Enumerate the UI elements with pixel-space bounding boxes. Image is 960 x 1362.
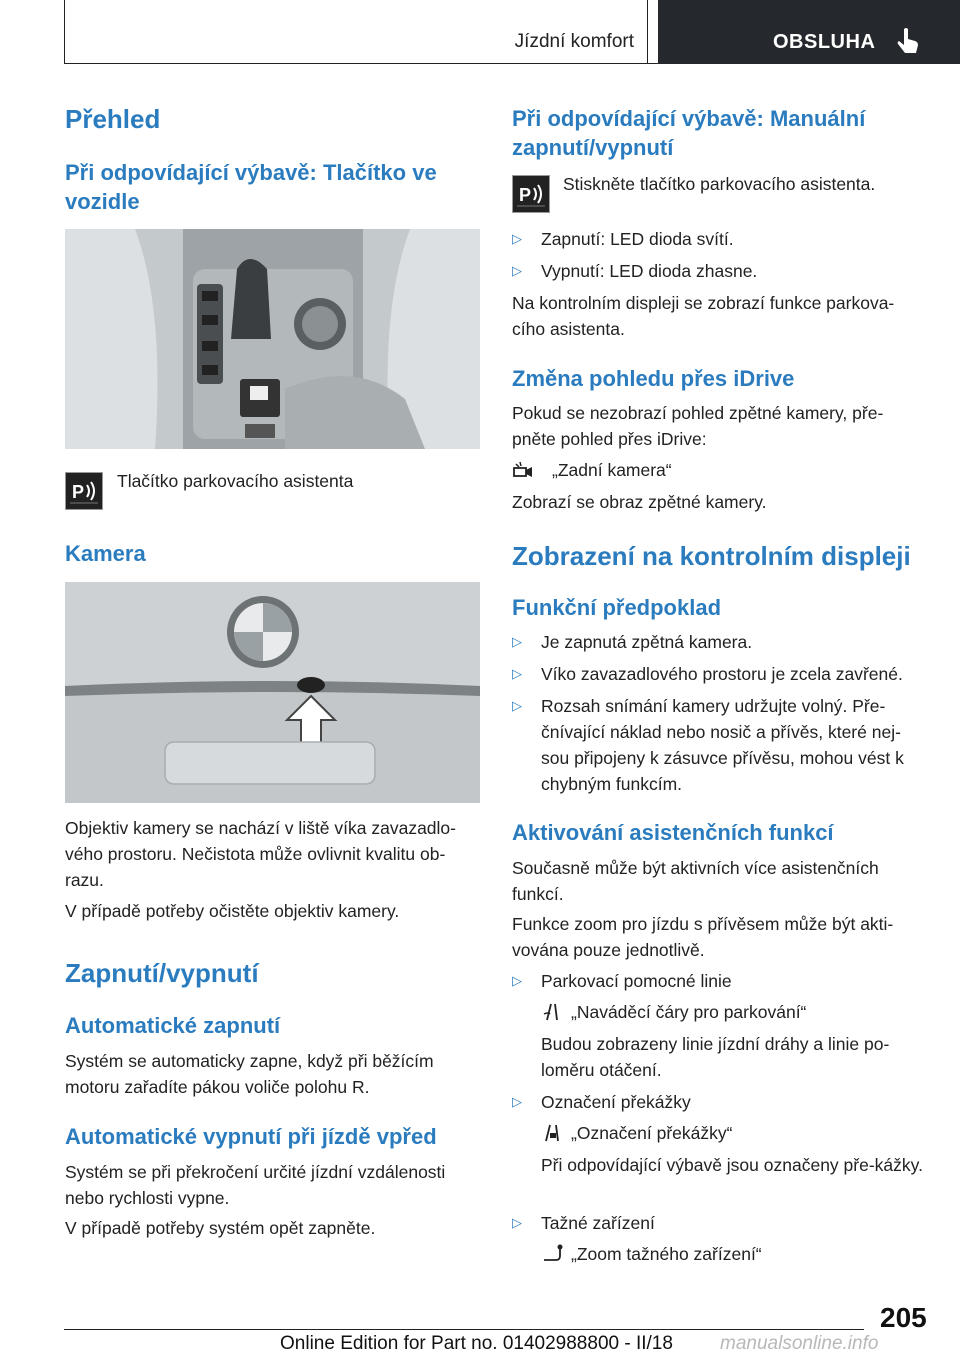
- manual-caption: Stiskněte tlačítko parkovacího asistenta.: [563, 174, 876, 194]
- auto-zapnuti-paragraph: Systém se automaticky zapne, když při běžícím motoru zařadíte pákou voliče polohu R.: [65, 1051, 434, 1097]
- aktivovani-paragraph-1: Současně může být aktivních více asistenčních funkcí.: [512, 858, 879, 904]
- obstacle-marking-menu-item: „Označení překážky“: [571, 1123, 733, 1143]
- idrive-menu-item: „Zadní kamera“: [552, 460, 672, 480]
- kamera-paragraph-2: V případě potřeby očistěte objektiv kamery.: [65, 901, 400, 921]
- heading-zapnuti: Zapnutí/vypnutí: [65, 958, 259, 988]
- trailer-hitch-icon: [541, 1242, 565, 1266]
- park-assist-button-icon: [512, 175, 550, 213]
- header-section-title: Jízdní komfort: [514, 31, 634, 52]
- header-chapter-title: OBSLUHA: [773, 31, 876, 53]
- heading-zobrazeni: Zobrazení na kontrolním displeji: [512, 541, 911, 571]
- aktivovani-paragraph-2: Funkce zoom pro jízdu s přívěsem může být akti-vována pouze jednotlivě.: [512, 914, 894, 960]
- auto-vypnuti-paragraph-1: Systém se při překročení určité jízdní vzdálenosti nebo rychlosti vypne.: [65, 1162, 446, 1208]
- heading-auto-zapnuti: Automatické zapnutí: [65, 1013, 281, 1038]
- svg-text:P: P: [519, 185, 532, 205]
- bullet-triangle-icon: ▷: [512, 634, 522, 649]
- manual-paragraph: Na kontrolním displeji se zobrazí funkce parkova-cího asistenta.: [512, 293, 895, 339]
- heading-manual: Při odpovídající výbavě: Manuální zapnutí/vypnutí: [512, 106, 866, 160]
- photo-center-console: [65, 229, 480, 449]
- park-assist-button-icon: [65, 472, 103, 510]
- rear-camera-icon: [512, 458, 536, 482]
- idrive-paragraph: Pokud se nezobrazí pohled zpětné kamery, pře-pněte pohled přes iDrive:: [512, 403, 884, 449]
- bullet-triangle-icon: ▷: [512, 698, 522, 713]
- obstacle-marking-icon: [541, 1121, 565, 1145]
- heading-vybava-tlacitko: Při odpovídající výbavě: Tlačítko ve vozidle: [65, 160, 437, 214]
- bullet-triangle-icon: ▷: [512, 1215, 522, 1230]
- footer-rule: [64, 1329, 864, 1330]
- svg-text:P: P: [72, 482, 85, 502]
- heading-prehled: Přehled: [65, 104, 161, 134]
- bullet-triangle-icon: ▷: [512, 263, 522, 278]
- kamera-paragraph-1: Objektiv kamery se nachází v liště víka zavazadlo-vého prostoru. Nečistota může ovlivnit kvalitu ob-razu.: [65, 818, 456, 890]
- bullet-triangle-icon: ▷: [512, 1094, 522, 1109]
- heading-aktivovani: Aktivování asistenčních funkcí: [512, 820, 834, 845]
- hand-pointer-icon: [895, 27, 921, 55]
- bullet-triangle-icon: ▷: [512, 666, 522, 681]
- heading-kamera: Kamera: [65, 541, 146, 566]
- bullet-triangle-icon: ▷: [512, 231, 522, 246]
- heading-predpoklad: Funkční předpoklad: [512, 595, 722, 620]
- idrive-result: Zobrazí se obraz zpětné kamery.: [512, 492, 767, 512]
- heading-idrive: Změna pohledu přes iDrive: [512, 366, 795, 391]
- page-number: 205: [880, 1302, 927, 1333]
- bullet-triangle-icon: ▷: [512, 973, 522, 988]
- caption-park-assist-button: Tlačítko parkovacího asistenta: [117, 471, 354, 491]
- heading-auto-vypnuti: Automatické vypnutí při jízdě vpřed: [65, 1124, 437, 1149]
- obstacle-marking-description: Při odpovídající výbavě jsou označeny pře-kážky.: [541, 1155, 923, 1175]
- edition-text: Online Edition for Part no. 01402988800 - II/18: [280, 1333, 673, 1354]
- watermark: manualsonline.info: [720, 1333, 879, 1354]
- trailer-hitch-menu-item: „Zoom tažného zařízení“: [571, 1244, 762, 1264]
- parking-lines-menu-item: „Naváděcí čáry pro parkování“: [571, 1002, 807, 1022]
- photo-rear-camera: [65, 582, 480, 803]
- parking-lines-description: Budou zobrazeny linie jízdní dráhy a linie po-loměru otáčení.: [541, 1034, 890, 1080]
- parking-lines-icon: [541, 1000, 565, 1024]
- auto-vypnuti-paragraph-2: V případě potřeby systém opět zapněte.: [65, 1218, 376, 1238]
